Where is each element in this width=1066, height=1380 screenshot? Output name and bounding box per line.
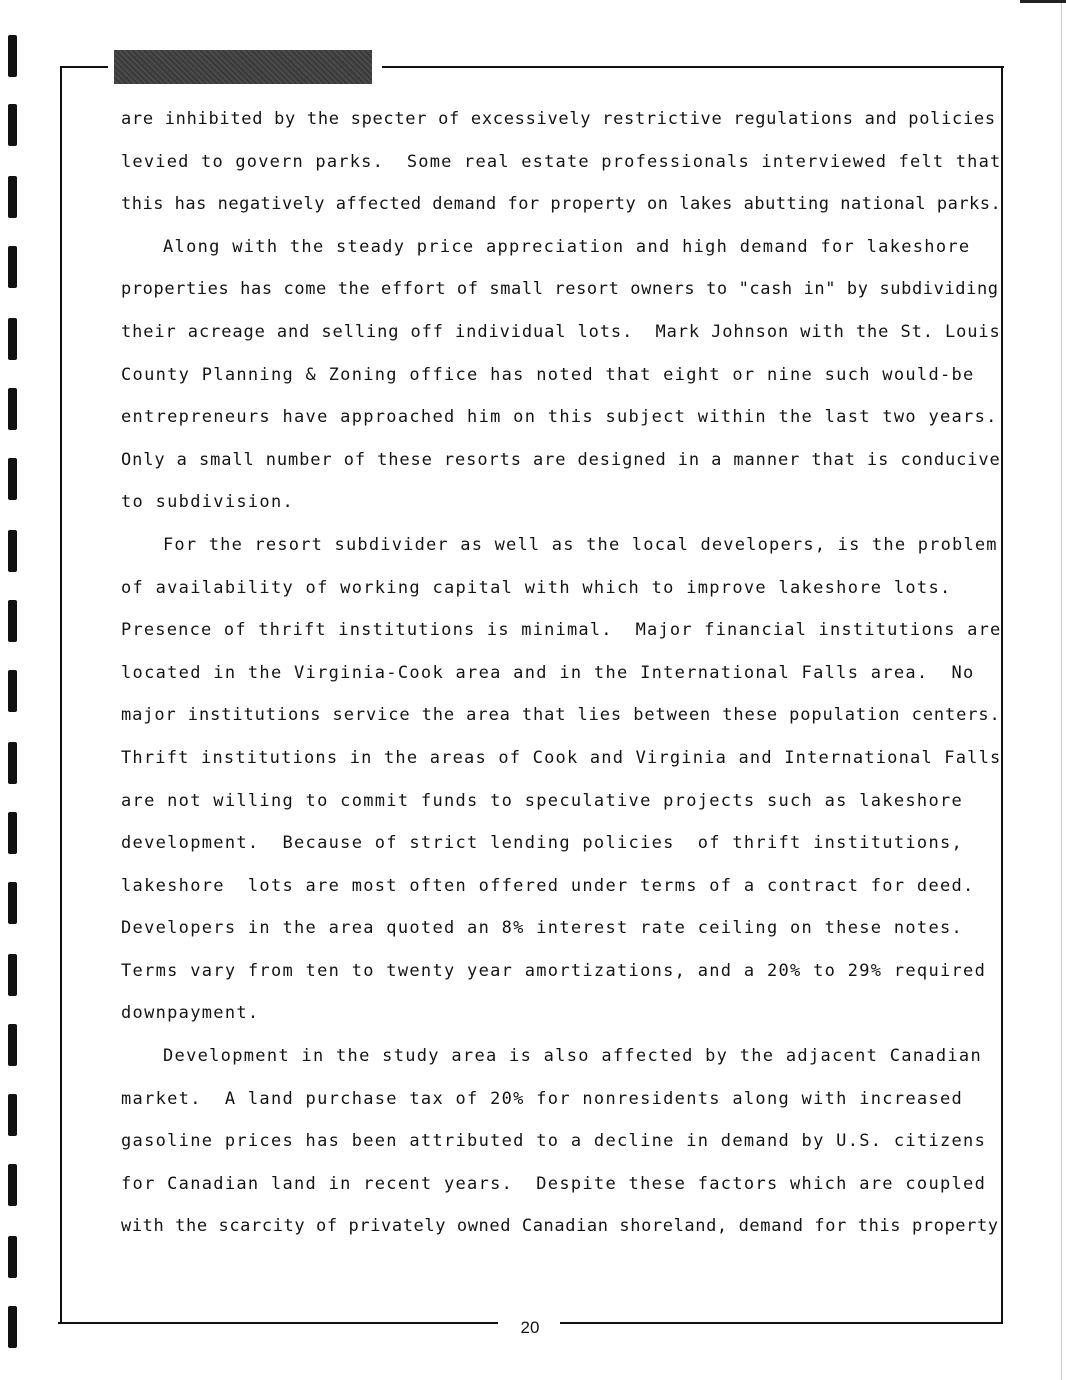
text-line: located in the Virginia-Cook area and in the International Falls area. No — [121, 662, 975, 683]
binding-mark — [8, 35, 17, 77]
page-edge-right — [1061, 0, 1062, 1380]
binding-mark — [8, 600, 17, 642]
text-line: properties has come the effort of small resort owners to "cash in" by subdividing — [121, 279, 999, 300]
body-text — [121, 98, 1001, 1248]
binding-holes — [0, 0, 20, 1380]
text-line: Only a small number of these resorts are designed in a manner that is conducive — [121, 449, 1001, 470]
text-line: levied to govern parks. Some real estate professionals interviewed felt that — [121, 151, 1002, 172]
paragraph-start-line: Development in the study area is also affected by the adjacent Canadian — [163, 1046, 982, 1067]
text-line: market. A land purchase tax of 20% for nonresidents along with increased — [121, 1088, 964, 1109]
text-line: Thrift institutions in the areas of Cook and Virginia and International Falls — [121, 747, 1002, 768]
binding-mark — [8, 812, 17, 854]
binding-mark — [8, 318, 17, 360]
text-line: major institutions service the area that lies between these population centers. — [121, 705, 1001, 726]
paragraph-start-line: Along with the steady price appreciation and high demand for lakeshore — [163, 236, 971, 257]
frame-border-top-left — [60, 66, 108, 68]
text-line: their acreage and selling off individual lots. Mark Johnson with the St. Louis — [121, 321, 1001, 342]
binding-mark — [8, 1094, 17, 1136]
binding-mark — [8, 458, 17, 500]
text-line: of availability of working capital with which to improve lakeshore lots. — [121, 577, 952, 598]
frame-border-top-right — [382, 66, 1004, 68]
text-line: to subdivision. — [121, 492, 295, 513]
text-line: Developers in the area quoted an 8% interest rate ceiling on these notes. — [121, 918, 964, 939]
text-line: are inhibited by the specter of excessively restrictive regulations and policies — [121, 109, 996, 129]
frame-border-bottom-left — [58, 1322, 498, 1324]
binding-mark — [8, 742, 17, 784]
binding-mark — [8, 104, 17, 146]
binding-mark — [8, 388, 17, 430]
text-line: gasoline prices has been attributed to a decline in demand by U.S. citizens — [121, 1131, 987, 1152]
binding-mark — [8, 1306, 17, 1348]
text-line: County Planning & Zoning office has noted that eight or nine such would-be — [121, 364, 975, 385]
text-line: Presence of thrift institutions is minimal. Major financial institutions are — [121, 620, 1002, 641]
binding-mark — [8, 246, 17, 288]
text-line: this has negatively affected demand for property on lakes abutting national parks. — [121, 194, 1002, 215]
header-bar — [114, 50, 372, 84]
binding-mark — [8, 530, 17, 572]
text-line: entrepreneurs have approached him on this subject within the last two years. — [121, 407, 998, 428]
text-line: Terms vary from ten to twenty year amortizations, and a 20% to 29% required — [121, 960, 987, 981]
text-line: lakeshore lots are most often offered under terms of a contract for deed. — [121, 875, 975, 896]
binding-mark — [8, 1236, 17, 1278]
frame-border-bottom-right — [560, 1322, 1003, 1324]
binding-mark — [8, 1164, 17, 1206]
page-number: 20 — [520, 1318, 540, 1337]
page-edge-top — [1020, 0, 1066, 3]
text-line: for Canadian land in recent years. Despite these factors which are coupled — [121, 1173, 987, 1194]
binding-mark — [8, 954, 17, 996]
frame-border-left — [60, 66, 62, 1324]
text-line: downpayment. — [121, 1003, 260, 1024]
text-line: development. Because of strict lending policies of thrift institutions, — [121, 833, 964, 854]
frame-border-right — [1001, 66, 1003, 1324]
binding-mark — [8, 1024, 17, 1066]
text-line: are not willing to commit funds to speculative projects such as lakeshore — [121, 790, 964, 811]
paragraph-start-line: For the resort subdivider as well as the local developers, is the problem — [163, 534, 998, 555]
text-line: with the scarcity of privately owned Canadian shoreland, demand for this property — [121, 1216, 999, 1237]
binding-mark — [8, 882, 17, 924]
binding-mark — [8, 176, 17, 218]
binding-mark — [8, 670, 17, 712]
